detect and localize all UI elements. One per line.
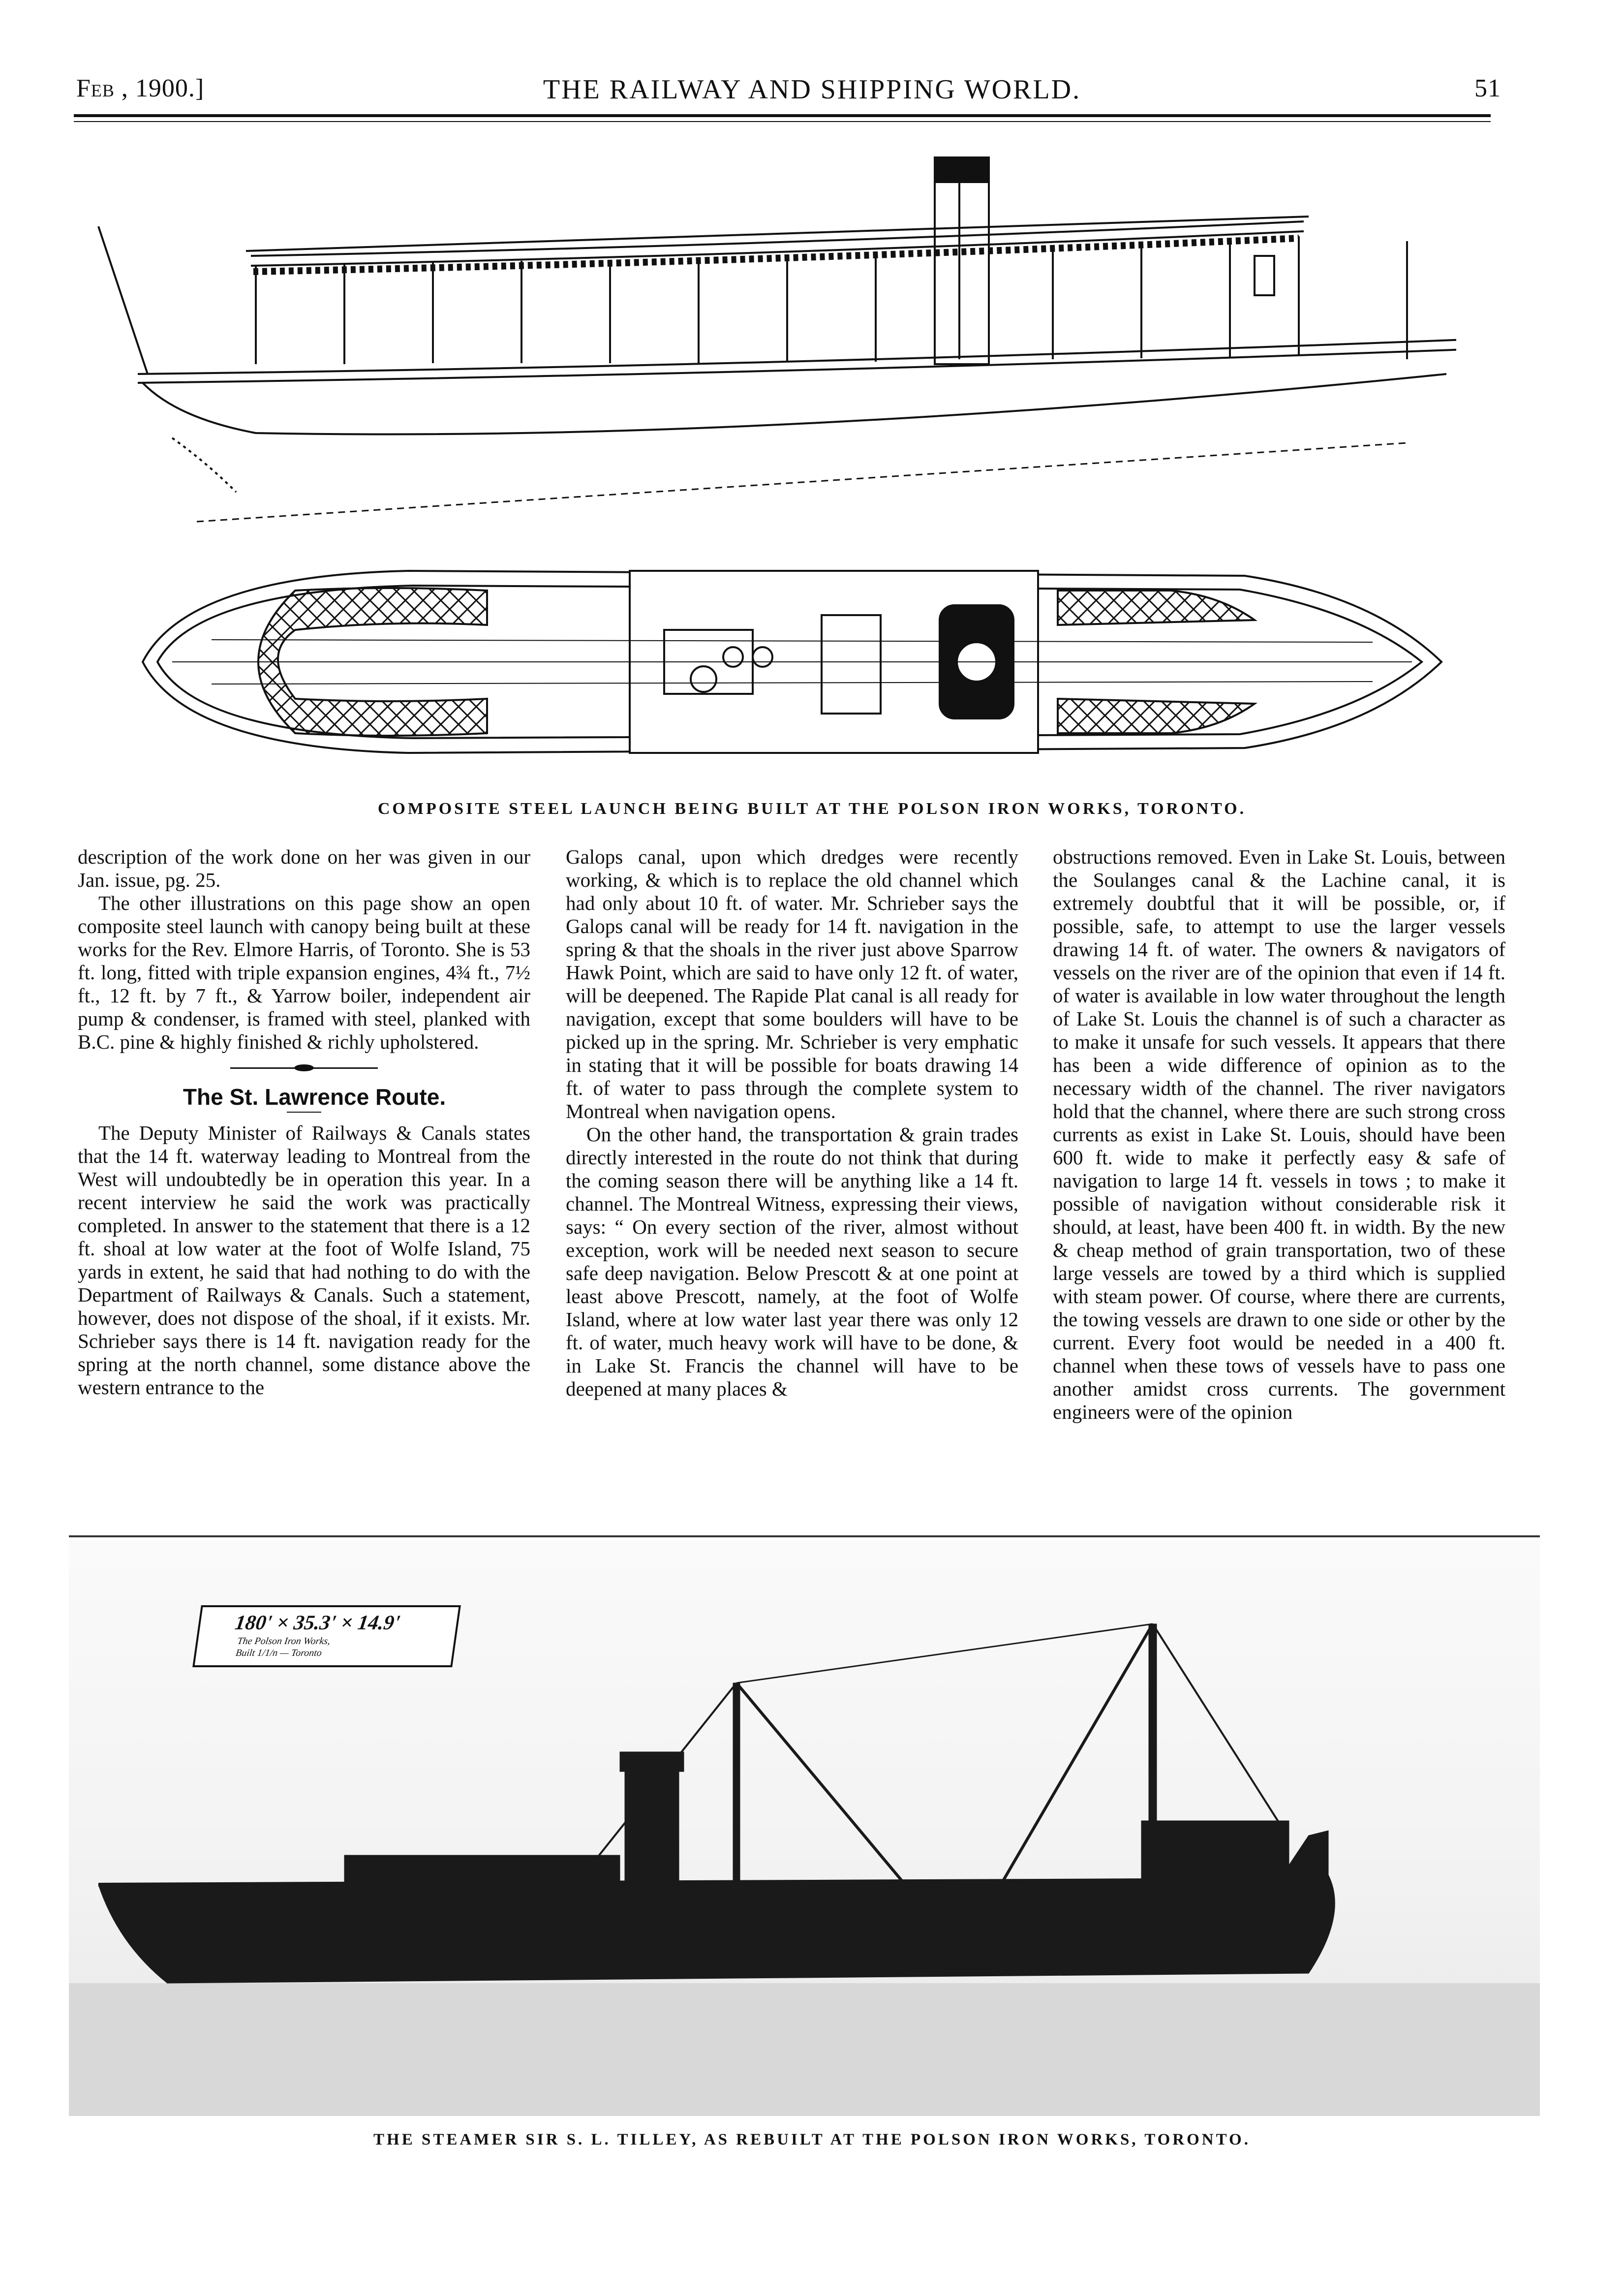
column-1 xyxy=(78,845,530,1399)
plate-builder: The Polson Iron Works, xyxy=(237,1636,331,1647)
plate-dimensions: 180' × 35.3' × 14.9' xyxy=(233,1612,401,1634)
figure-top-caption: COMPOSITE STEEL LAUNCH BEING BUILT AT THE POLSON IRON WORKS, TORONTO. xyxy=(377,800,1247,818)
prev-article-paragraph-1: description of the work done on her was given in our Jan. issue, pg. 25. xyxy=(78,845,530,891)
header-rule-thin xyxy=(74,121,1491,122)
plate-location: Built 1/1/n — Toronto xyxy=(235,1648,323,1658)
column-3 xyxy=(1053,845,1505,1424)
article-title: The St. Lawrence Route. xyxy=(183,1084,446,1110)
launch-elevation-drawing xyxy=(79,143,1456,531)
article-paragraph-3: On the other hand, the transportation & grain trades directly interested in the route do not think that during the coming season there will be anything like a 14 ft. channel. The Montreal Witness, expressing their views, says: “ On every section of the river, almost without exception, work will be needed next season to secure safe deep navigation. Below Prescott & at one point at least above Prescott, namely, at the foot of Wolfe Island, where at low water last year there was only 12 ft. of water, much heavy work will have to be done, & in Lake St. Francis the channel will have to be deepened at many places & xyxy=(566,1123,1018,1400)
page-number: 51 xyxy=(1474,74,1501,102)
launch-deck-plan-drawing xyxy=(113,556,1451,768)
title-rule xyxy=(287,1112,321,1113)
figure-bottom-caption: THE STEAMER SIR S. L. TILLEY, AS REBUILT AT THE POLSON IRON WORKS, TORONTO. xyxy=(373,2131,1251,2148)
photo-top-rule xyxy=(69,1535,1540,1537)
journal-title: THE RAILWAY AND SHIPPING WORLD. xyxy=(543,74,1081,105)
issue-date: Feb , 1900.] xyxy=(76,74,205,102)
article-paragraph-2: Galops canal, upon which dredges were recently working, & which is to replace the old channel which had only about 10 ft. of water. Mr. Schrieber says the Galops canal will be ready for 14 ft. navigation in the spring & that the shoals in the river just above Sparrow Hawk Point, which are said to have only 12 ft. of water, will be deepened. The Rapide Plat canal is all ready for navigation, except that some boulders will have to be picked up in the spring. Mr. Schrieber is very emphatic in stating that it will be possible for boats drawing 14 ft. of water to pass through the complete system to Montreal when navigation opens. xyxy=(566,845,1018,1122)
plate-label xyxy=(192,1605,461,1667)
article-paragraph-1: The Deputy Minister of Railways & Canals states that the 14 ft. waterway leading to Montreal from the West will undoubtedly be in operation this year. In a recent interview he said the work was practically completed. In answer to the statement that there is a 12 ft. shoal at low water at the foot of Wolfe Island, 75 yards in extent, he said that had nothing to do with the Department of Railways & Canals. Such a statement, however, does not dispose of the shoal, if it exists. Mr. Schrieber says there is 14 ft. navigation ready for the spring at the north channel, some distance above the western entrance to the xyxy=(78,1121,530,1399)
article-paragraph-4: obstructions removed. Even in Lake St. Louis, between the Soulanges canal & the Lachine canal, it is extremely doubtful that it will be possible, or, if possible, safe, to attempt to use the larger vessels drawing 14 ft. of water. The owners & navigators of vessels on the river are of the opinion that even if 14 ft. of water is available in low water throughout the length of Lake St. Louis the channel is of such a character as to make it unsafe for such vessels. It appears that there has been a wide difference of opinion as to the necessary width of the channel. The river navigators hold that the channel, where there are such strong cross currents as exist in Lake St. Louis, should have been 600 ft. wide to make it perfectly easy & safe of navigation to large 14 ft. vessels in tows ; to make it possible of navigation without considerable risk it should, at least, have been 400 ft. in width. By the new & cheap method of grain transportation, two of these large vessels are towed by a third which is supplied with steam power. Of course, where there are currents, the towing vessels are drawn to one side or other by the current. Every foot would be needed in a 400 ft. channel when these tows of vessels have to pass one another amidst cross currents. The government engineers were of the opinion xyxy=(1053,845,1505,1423)
column-2 xyxy=(566,845,1018,1401)
prev-article-paragraph-2: The other illustrations on this page show an open composite steel launch with canopy being built at these works for the Rev. Elmore Harris, of Toronto. She is 53 ft. long, fitted with triple expansion engines, 4¾ ft., 7½ ft., 12 ft. by 7 ft., & Yarrow boiler, independent air pump & condenser, is framed with steel, planked with B.C. pine & highly finished & richly upholstered. xyxy=(78,892,530,1053)
section-divider xyxy=(230,1067,378,1069)
header-rule xyxy=(74,114,1491,117)
